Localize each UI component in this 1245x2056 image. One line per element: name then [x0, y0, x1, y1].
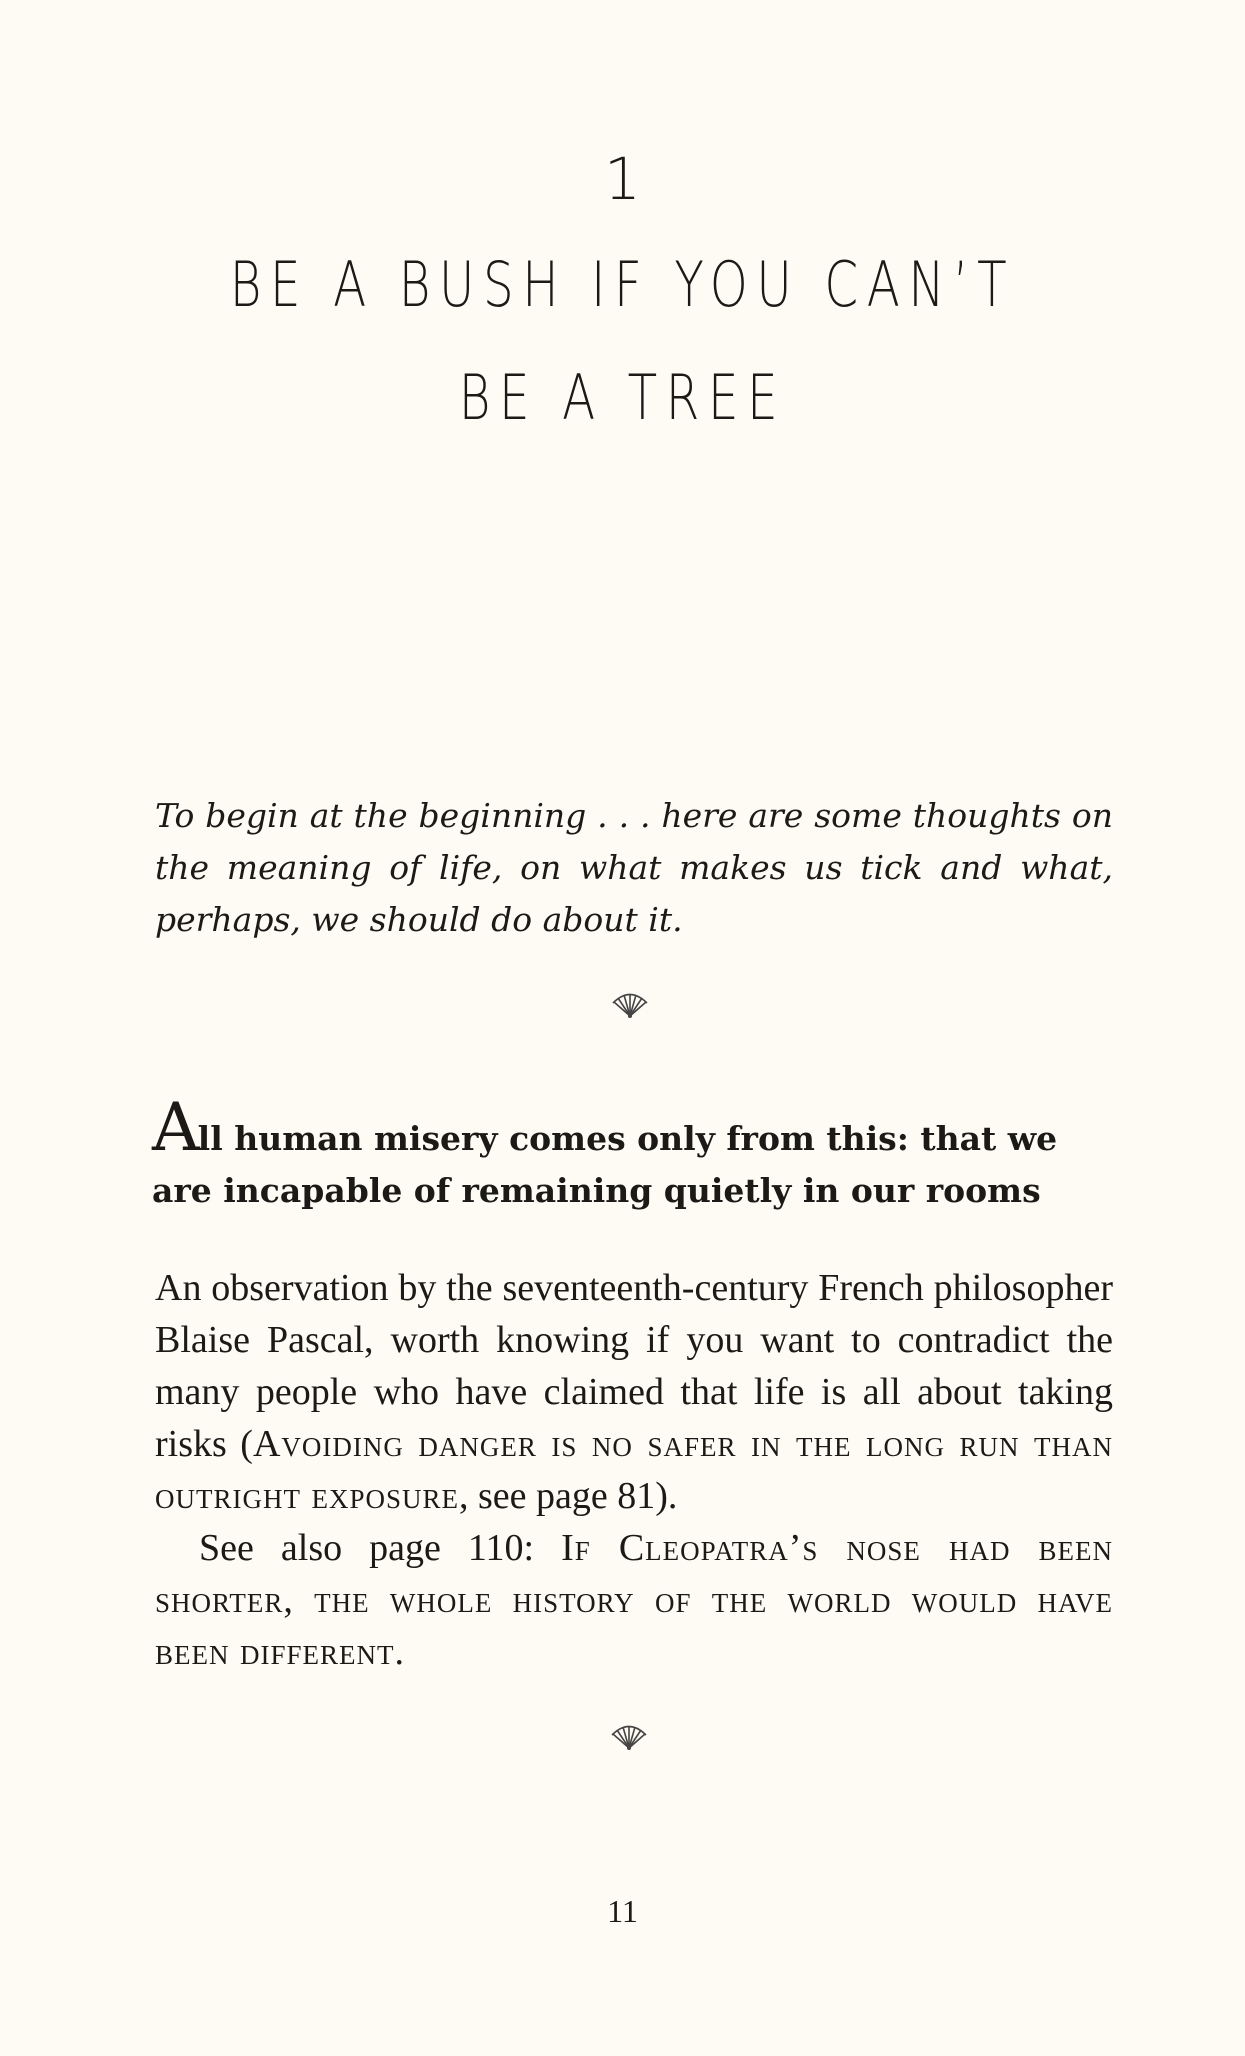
entry-paragraph-2-text: See also page 110:	[199, 1527, 562, 1569]
entry-paragraph-2	[155, 1522, 1113, 1678]
entry-heading-text: ll human misery comes only from this: that we are incapable of remaining quietly in our rooms	[152, 1119, 1058, 1210]
entry-paragraph-1-text: An observation by the seventeenth-century French philosopher Blaise Pascal, worth knowing if you want to contradict the many people who have claimed that life is all about taking risks (	[155, 1267, 1113, 1465]
page-number: 11	[607, 1893, 638, 1929]
entry-heading	[152, 1089, 1122, 1217]
fan-ornament-icon	[607, 1722, 651, 1752]
entry-paragraph-1	[155, 1262, 1113, 1522]
cross-reference: If Cleopatra’s nose had been shorter, the whole history of the world would have been different	[155, 1527, 1113, 1673]
chapter-number: 1	[604, 145, 641, 213]
cross-reference: Avoiding danger is no safer in the long run than outright exposure	[155, 1423, 1114, 1517]
entry-body	[155, 1262, 1113, 1678]
fan-ornament-icon	[608, 990, 652, 1020]
entry-paragraph-1-tail: , see page 81).	[459, 1475, 678, 1517]
chapter-title-line-1: BE A BUSH IF YOU CAN’T	[229, 248, 1016, 321]
chapter-intro: To begin at the beginning . . . here are some thoughts on the meaning of life, on what makes us tick and what, perhaps, we should do about it.	[155, 796, 1113, 939]
chapter-title-line-2: BE A TREE	[458, 361, 787, 434]
entry-heading-initial: A	[152, 1089, 198, 1166]
entry-paragraph-2-tail: .	[394, 1631, 404, 1673]
